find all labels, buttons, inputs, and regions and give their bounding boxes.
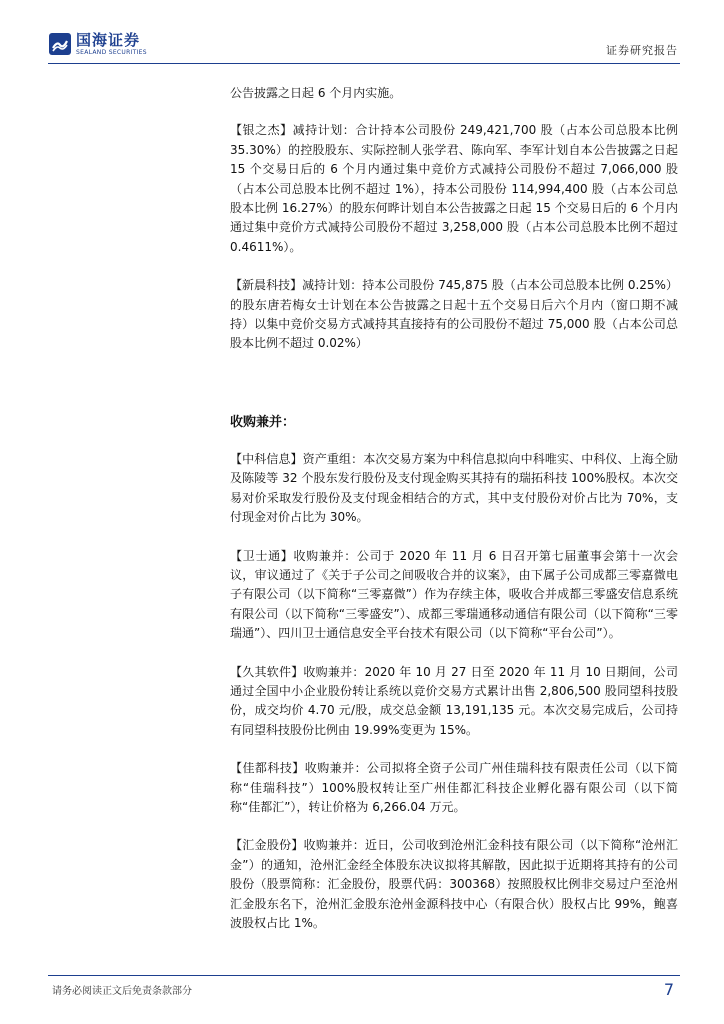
logo-chinese-name: 国海证券 <box>76 30 141 49</box>
sealand-logo-icon <box>48 32 72 56</box>
header-divider <box>48 63 680 64</box>
paragraph-huijin: 【汇金股份】收购兼并：近日，公司收到沧州汇金科技有限公司（以下简称“沧州汇金”）的通知，沧州汇金经全体股东决议拟将其解散，因此拟于近期将其持有的公司股份（股票简称：汇金股份，股票代码：300368）按照股权比例非交易过户至沧州汇金股东名下，沧州汇金股东沧州金源科技中心（有限合伙）股权占比 99%，鲍喜波股权占比 1%。 <box>230 838 678 930</box>
paragraph-xinchen: 【新晨科技】减持计划：持本公司股份 745,875 股（占本公司总股本比例 0.25%）的股东唐若梅女士计划在本公告披露之日起十五个交易日后六个月内（窗口期不减持）以集中竞价交易方式减持其直接持有的公司股份不超过 75,000 股（占本公司总股本比例不超过 0.02%） <box>230 278 678 351</box>
page-number: 7 <box>663 980 674 999</box>
paragraph-jiadu: 【佳都科技】收购兼并：公司拟将全资子公司广州佳瑞科技有限责任公司（以下简称“佳瑞科技”）100%股权转让至广州佳都汇科技企业孵化器有限公司（以下简称“佳都汇”），转让价格为 6,266.04 万元。 <box>230 761 678 814</box>
main-content <box>230 82 678 933</box>
page-header <box>48 30 678 62</box>
paragraph-continuation: 公告披露之日起 6 个月内实施。 <box>230 86 402 100</box>
brand-logo <box>48 30 147 58</box>
footer-disclaimer: 请务必阅读正文后免责条款部分 <box>52 986 192 997</box>
paragraph-yinzhijie: 【银之杰】减持计划：合计持本公司股份 249,421,700 股（占本公司总股本比例 35.30%）的控股股东、实际控制人张学君、陈向军、李军计划自本公告披露之日起 15 个交易日后的 6 个月内通过集中竞价方式减持公司股份不超过 7,066,000 股（占本公司总股本比例不超过 1%），持本公司股份 114,994,400 股（占本公司总股本比例 16.27%）的股东何晔计划自本公告披露之日起 15 个交易日后的 6 个月内通过集中竞价方式减持公司股份不超过 3,258,000 股（占本公司总股本比例不超过 0.4611%）。 <box>230 123 678 254</box>
footer-divider <box>48 975 680 976</box>
paragraph-jiuqi: 【久其软件】收购兼并：2020 年 10 月 27 日至 2020 年 11 月 10 日期间，公司通过全国中小企业股份转让系统以竞价交易方式累计出售 2,806,500 股同望科技股份，成交均价 4.70 元/股，成交总金额 13,191,135 元。本次交易完成后，公司持有同望科技股份比例由 19.99%变更为 15%。 <box>230 664 678 737</box>
paragraph-weishitong: 【卫士通】收购兼并：公司于 2020 年 11 月 6 日召开第七届董事会第十一次会议，审议通过了《关于子公司之间吸收合并的议案》，由下属子公司成都三零嘉微电子有限公司（以下简称“三零嘉微”）作为存续主体，吸收合并成都三零盛安信息系统有限公司（以下简称“三零盛安”）、成都三零瑞通移动通信有限公司（以下简称“三零瑞通”）、四川卫士通信息安全平台技术有限公司（以下简称“平台公司”）。 <box>230 548 678 641</box>
paragraph-zhongke: 【中科信息】资产重组：本次交易方案为中科信息拟向中科唯实、中科仪、上海仝励及陈陵等 32 个股东发行股份及支付现金购买其持有的瑞拓科技 100%股权。本次交易对价采取发行股份及支付现金相结合的方式，其中支付股份对价占比为 70%，支付现金对价占比为 30%。 <box>230 451 678 525</box>
logo-english-name: SEALAND SECURITIES <box>76 48 147 56</box>
section-title-mna: 收购兼并： <box>230 414 296 430</box>
report-type-label: 证券研究报告 <box>606 44 678 57</box>
